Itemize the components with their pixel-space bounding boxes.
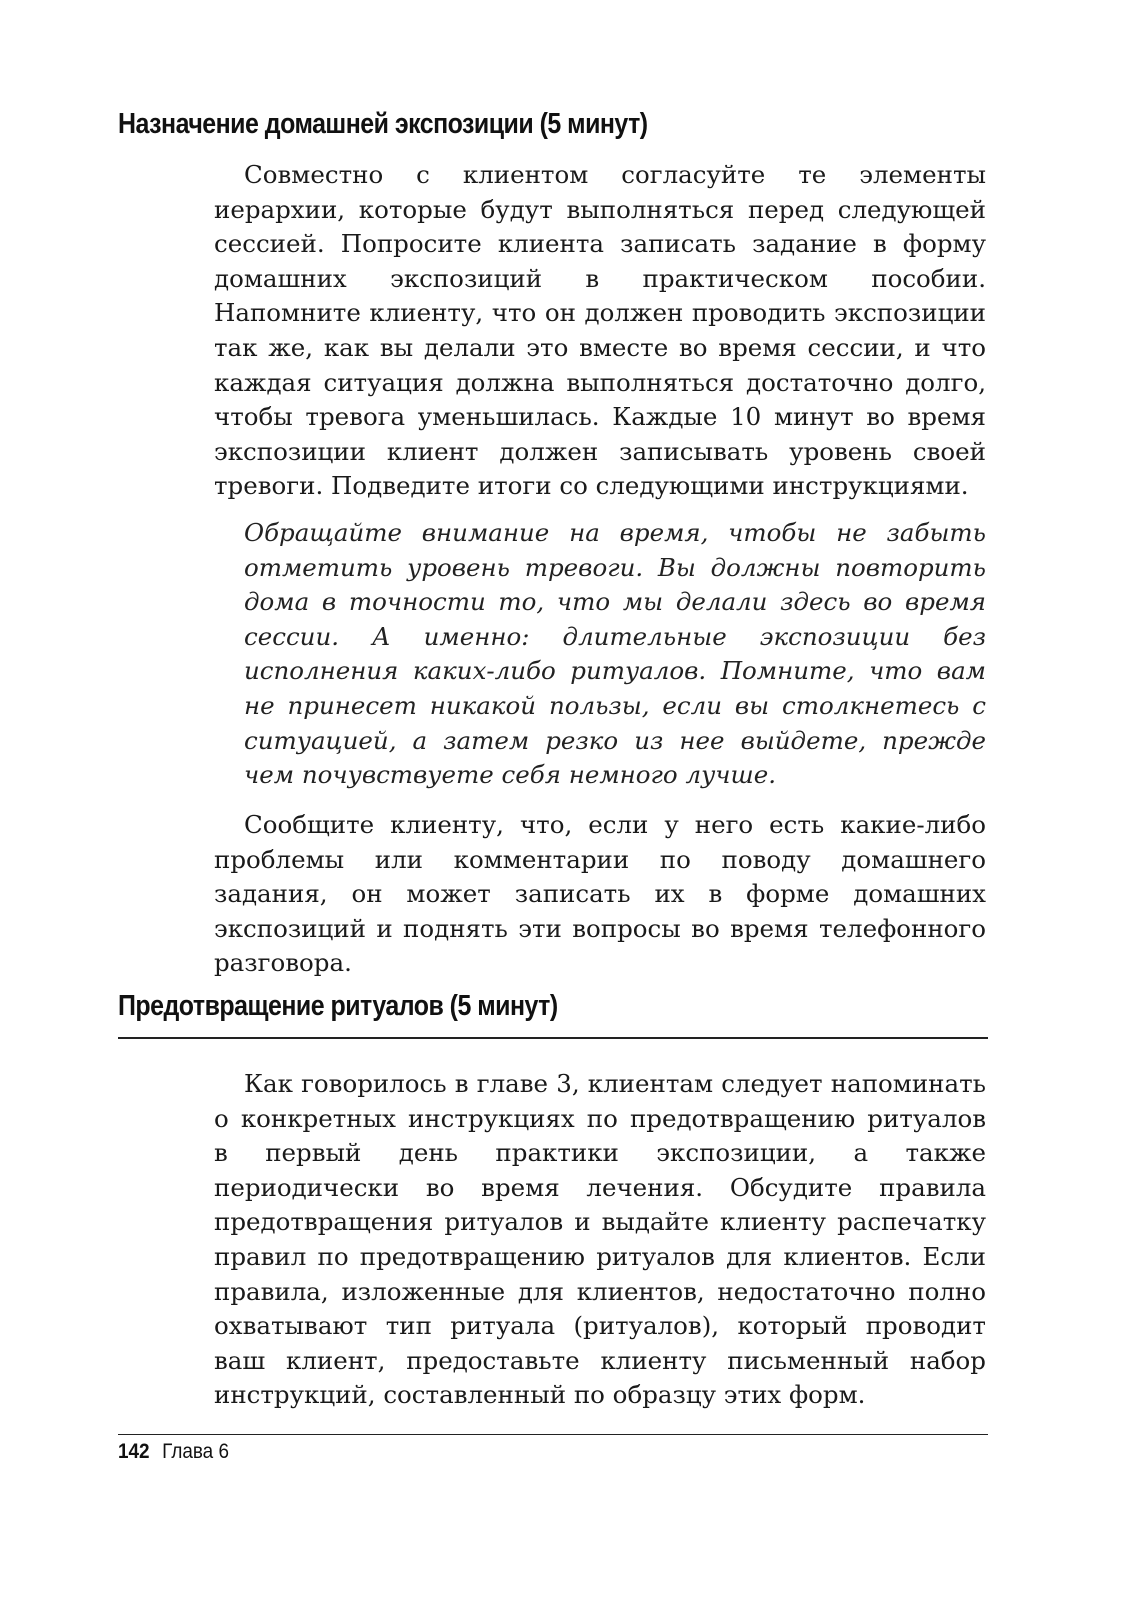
section-divider (118, 1037, 988, 1039)
section-heading-ritual-prevention: Предотвращение ритуалов (5 минут) (118, 990, 558, 1022)
footer-divider (118, 1434, 988, 1435)
section-heading-home-exposure: Назначение домашней экспозиции (5 минут) (118, 108, 648, 140)
page-number: 142 (118, 1440, 150, 1463)
body-paragraph: Как говорилось в главе 3, клиентам следует напоминать о конкретных инструкциях по предотвращению ритуалов в первый день практики экспозиции, а также периодически во время лечения. Обсудите правила предотвращения ритуалов и выдайте клиенту распечатку правил по предотвращению ритуалов для клиентов. Если правила, изложенные для клиентов, недостаточно полно охватывают тип ритуала (ритуалов), который проводит ваш клиент, предоставьте клиенту письменный набор инструкций, составленный по образцу этих форм. (214, 1069, 986, 1410)
page-footer (118, 1440, 229, 1464)
body-paragraph: Совместно с клиентом согласуйте те элементы иерархии, которые будут выполняться перед следующей сессией. Попросите клиента записать задание в форму домашних экспозиций в практическом пособии. Напомните клиенту, что он должен проводить экспозиции так же, как вы делали это вместе во время сессии, и что каждая ситуация должна выполняться достаточно долго, чтобы тревога уменьшилась. Каждые 10 минут во время экспозиции клиент должен записывать уровень своей тревоги. Подведите итоги со следующими инструкциями. (214, 160, 986, 501)
chapter-label: Глава 6 (162, 1440, 229, 1463)
body-paragraph: Сообщите клиенту, что, если у него есть какие-либо проблемы или комментарии по поводу домашнего задания, он может записать их в форме домашних экспозиций и поднять эти вопросы во время телефонного разговора. (214, 810, 986, 978)
instruction-quote: Обращайте внимание на время, чтобы не забыть отметить уровень тревоги. Вы должны повторить дома в точности то, что мы делали здесь во время сессии. А именно: длительные экспозиции без исполнения каких-либо ритуалов. Помните, что вам не принесет никакой пользы, если вы столкнетесь с ситуацией, а затем резко из нее выйдете, прежде чем почувствуете себя немного лучше. (244, 518, 986, 790)
